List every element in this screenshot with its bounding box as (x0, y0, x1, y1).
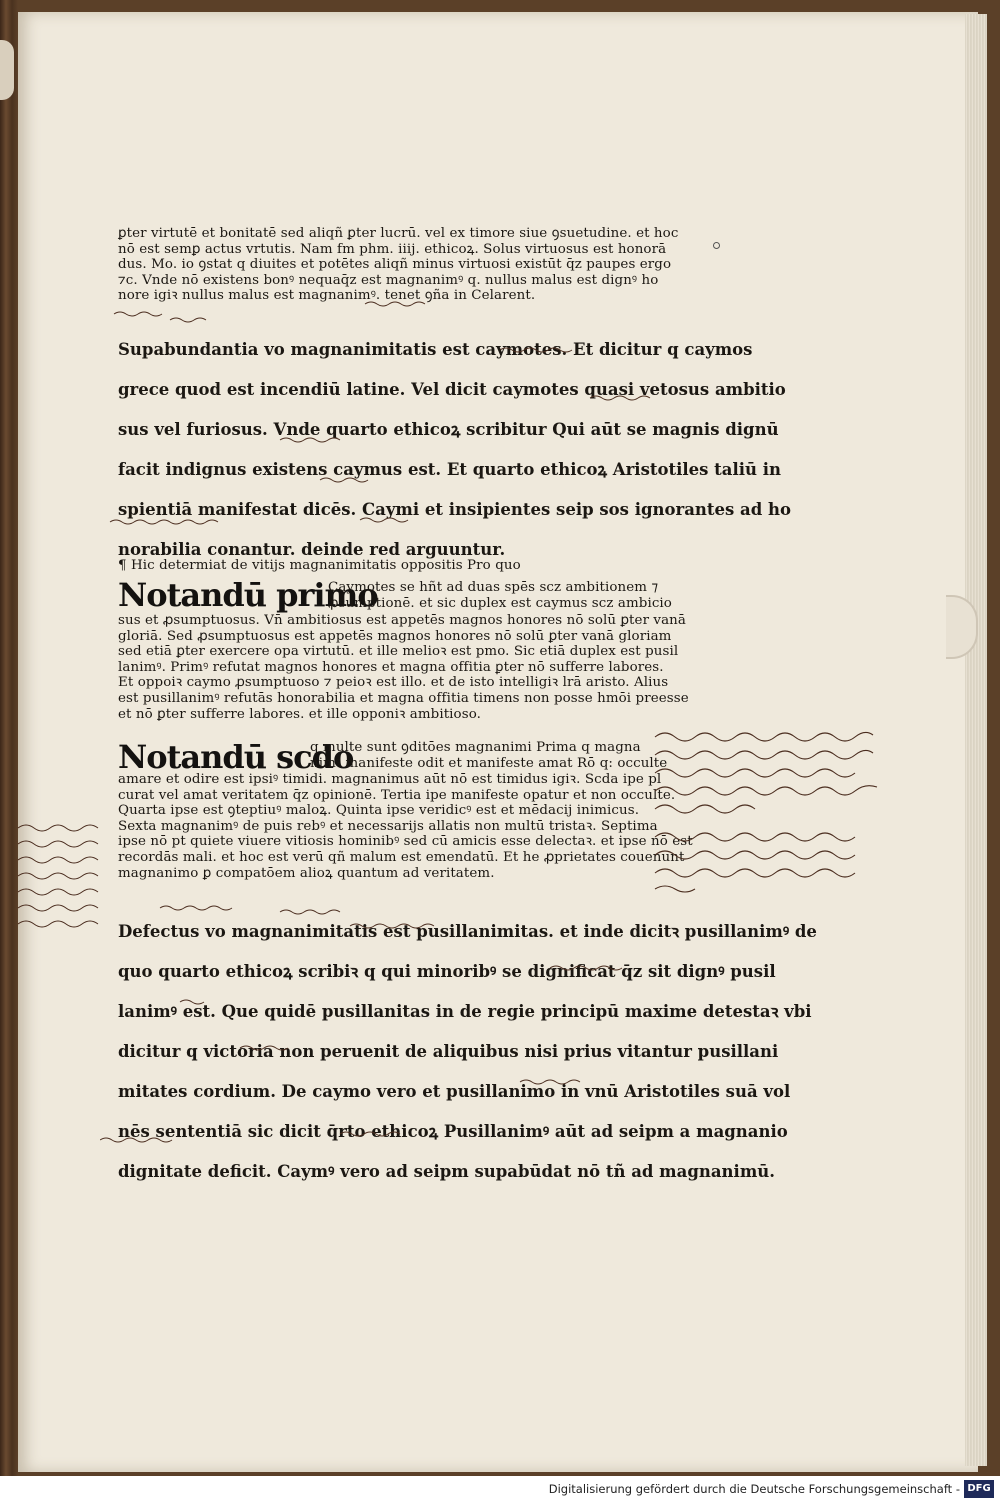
text-line: curat vel amat veritatem q̄z opinionē. Tertia ipe manifeste opatur et non occulte. (118, 787, 676, 803)
heading-notandum-primo: Notandū primo (118, 576, 378, 614)
text-line: sus et ꝓsumptuosus. Vn̄ ambitiosus est appetēs magnos honores nō solū ꝑter vanā (118, 613, 686, 628)
interlinear-glosses (100, 300, 660, 1160)
text-line: amare et odire est ipsiꝰ timidi. magnanimus aūt nō est timidus igiꝛ. Scda ipe pl (118, 772, 662, 787)
text-line: Caymotes se hñt ad duas spēs scz ambitionem ⁊ (328, 580, 659, 595)
text-line: quo quarto ethicoꝝ scribiꝛ q qui minoribꝰ se dignificat q̄z sit dignꝰ pusil (118, 962, 776, 981)
marginalia-left (14, 820, 114, 930)
text-line: ⁊c. Vnde nō existens bonꝰ nequaq̄z est magnanimꝰ q. nullus malus est dignꝰ ho (118, 272, 659, 288)
text-line: magnanimo ꝑ compatōem alioꝝ quantum ad veritatem. (118, 865, 495, 881)
text-line: lanimꝰ. Primꝰ refutat magnos honores et magna offitia ꝑter nō sufferre labores. (118, 659, 664, 675)
text-line: sus vel furiosus. Vnde quarto ethicoꝝ scribitur Qui aūt se magnis dignū (118, 420, 779, 439)
text-line: ꝑter virtutē et bonitatē sed aliqñ ꝑter lucrū. vel ex timore siue ꝯsuetudine. et hoc (118, 226, 679, 241)
ink-spot (713, 242, 720, 249)
text-line: dignitate deficit. Caymꝰ vero ad seipm supabūdat nō tñ ad magnanimū. (118, 1162, 776, 1181)
text-line: ꝓsumptionē. et sic duplex est caymus scz ambicio (328, 595, 672, 611)
footer-credit: Digitalisierung gefördert durch die Deutsche Forschungsgemeinschaft - (548, 1482, 960, 1496)
text-line: gloriā. Sed ꝓsumptuosus est appetēs magnos honores nō solū ꝑter vanā gloriam (118, 628, 672, 644)
heading-notandum-secundo: Notandū scdo (118, 738, 354, 776)
text-line: grece quod est incendiū latine. Vel dicit caymotes quasi vetosus ambitio (118, 380, 786, 399)
text-block-1 (118, 226, 678, 304)
text-line: Et oppoiꝛ caymo ꝓsumptuoso ⁊ peioꝛ est illo. et de isto intelligiꝛ lrā aristo. Alius (118, 675, 669, 691)
page-edges (965, 14, 987, 1466)
text-line: Supabundantia vo magnanimitatis est caymotes. Et dicitur q caymos (118, 340, 753, 359)
text-line: lanimꝰ est. Que quidē pusillanitas in de regie principū maxime detestaꝛ vbi (118, 1002, 812, 1021)
text-line: dus. Mo. io ꝯstat q diuites et potētes aliqñ minus virtuosi existūt q̄z paupes ergo (118, 257, 672, 273)
text-line: Sexta magnanimꝰ de puis rebꝰ et necessarijs allatis non multū tristaꝛ. Septima (118, 818, 658, 834)
text-line: sed etiā ꝑter exercere opa virtutū. et ille melioꝛ est pmo. Sic etiā duplex est pusil (118, 644, 679, 660)
text-line: recordās mali. et hoc est verū qñ malum est emendatū. Et he ꝓprietates couenunt (118, 849, 685, 865)
text-line: et nō ꝑter sufferre labores. et ille opponiꝛ ambitioso. (118, 706, 481, 722)
text-line: nēs sententiā sic dicit q̄rto ethicoꝝ Pusillanimꝰ aūt ad seipm a magnanio (118, 1122, 788, 1141)
text-line: Defectus vo magnanimitatis est pusillanimitas. et inde dicitꝛ pusillanimꝰ de (118, 922, 817, 941)
text-line: nimꝰ manifeste odit et manifeste amat Rō q: occulte (310, 755, 668, 771)
text-line: spientiā manifestat dicēs. Caymi et insipientes seip sos ignorantes ad ho (118, 500, 792, 519)
text-line: q multe sunt ꝯditōes magnanimi Prima q magna (310, 740, 641, 755)
text-line: norabilia conantur. deinde red arguuntur. (118, 540, 506, 559)
text-line: facit indignus existens caymus est. Et quarto ethicoꝝ Aristotiles taliū in (118, 460, 782, 479)
text-line: Quarta ipse est ꝯteptiuꝰ maloꝝ. Quinta ipse veridicꝰ est et mēdacij inimicus. (118, 803, 640, 819)
binding-curl (0, 40, 14, 100)
marginalia-right (650, 725, 920, 895)
text-line: nō est semꝑ actus vrtutis. Nam fm phm. iiij. ethicoꝝ. Solus virtuosus est honorā (118, 241, 667, 257)
text-line: mitates cordium. De caymo vero et pusillanimo in vnū Aristotiles suā vol (118, 1082, 791, 1101)
text-line: est pusillanimꝰ refutās honorabilia et magna offitia timens non posse hmōi preesse (118, 690, 689, 706)
text-line: nore igiꝛ nullus malus est magnanimꝰ. tenet ꝯña in Celarent. (118, 288, 536, 304)
section-intro: ¶ Hic determiat de vitijs magnanimitatis oppositis Pro quo (118, 558, 521, 573)
dfg-logo: DFG (964, 1480, 994, 1498)
text-line: ipse nō pt quiete viuere vitiosis hominibꝰ sed cū amicis esse delectaꝛ. et ipse nō est (118, 834, 693, 850)
text-line: dicitur q victoria non peruenit de aliquibus nisi prius vitantur pusillani (118, 1042, 779, 1061)
